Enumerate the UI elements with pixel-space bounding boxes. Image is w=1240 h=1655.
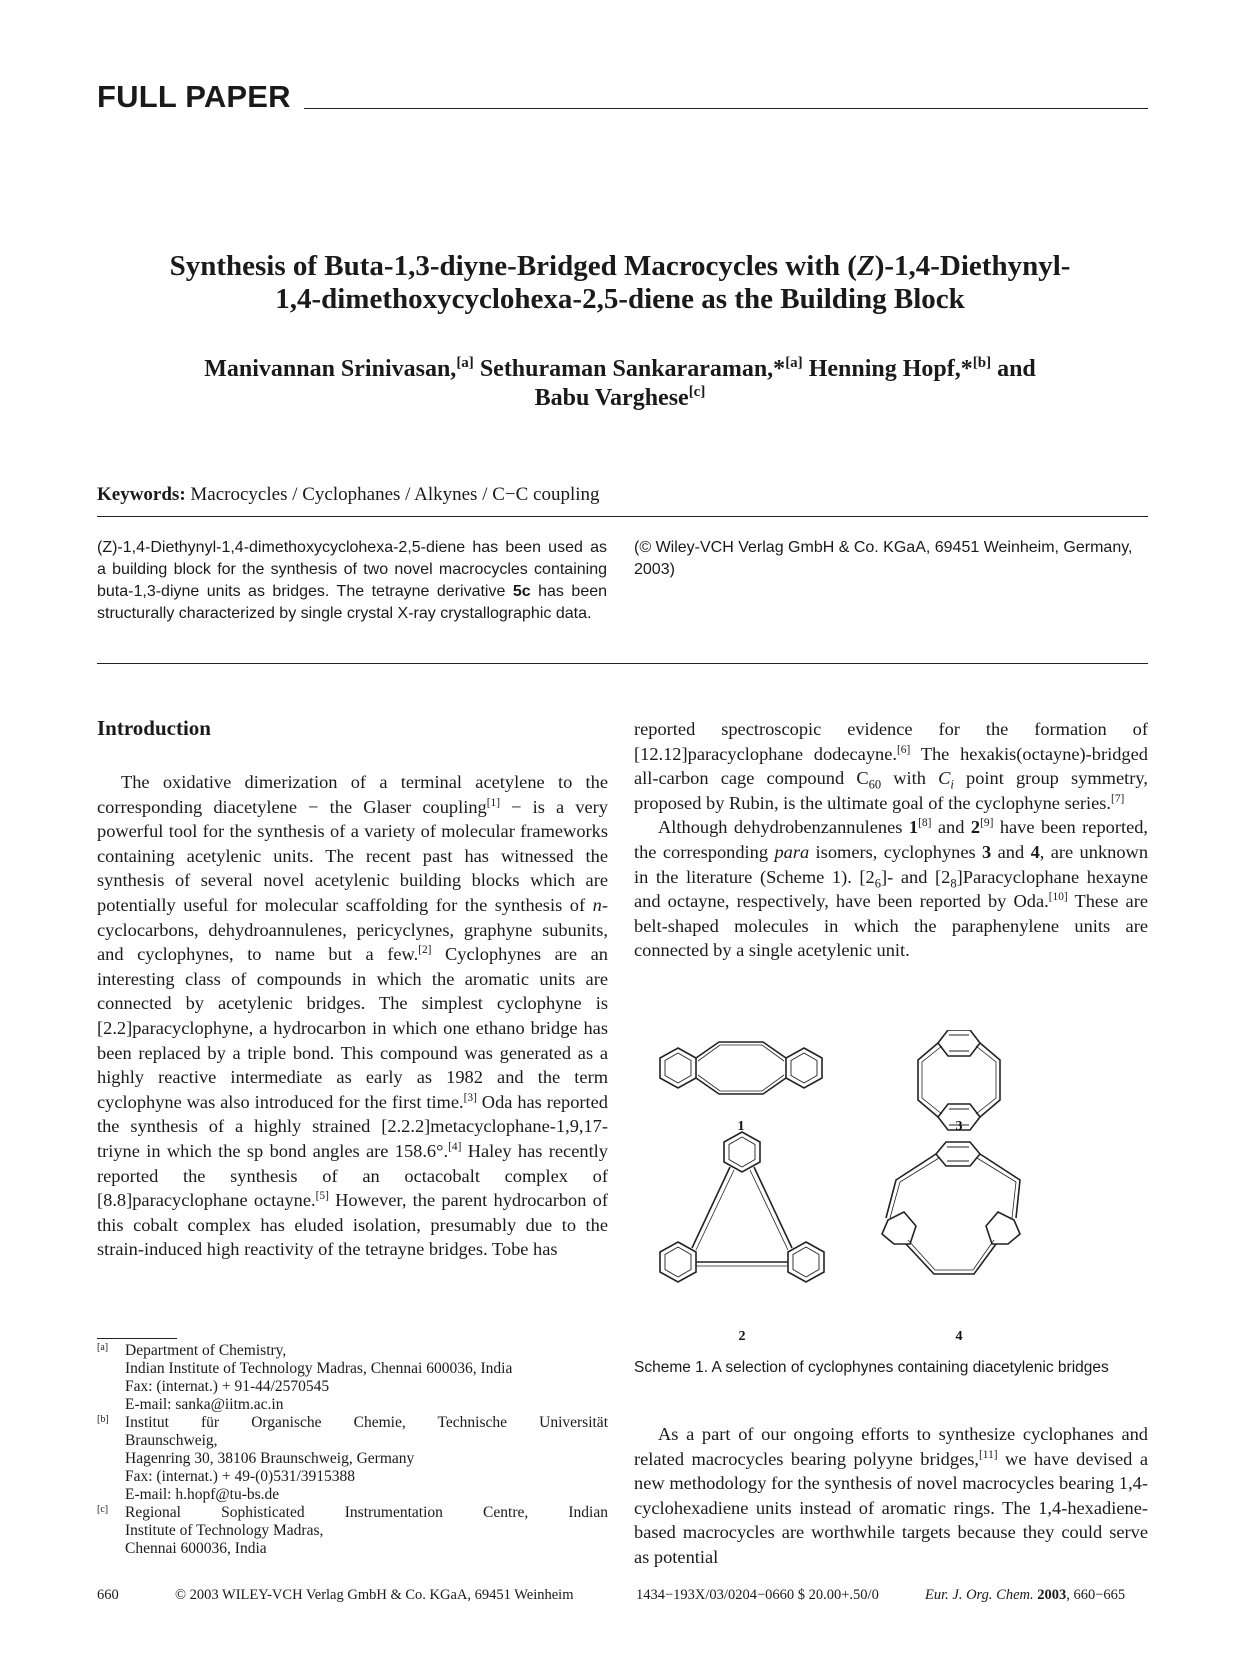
- author-srinivasan: Manivannan Srinivasan,[a]: [204, 355, 474, 382]
- compound-label-4: 4: [955, 1329, 963, 1344]
- affiliation-c: [c] Regional Sophisticated Instrumentation Centre, Indian Institute of Technology Madras, Chennai 600036, India: [97, 1504, 608, 1557]
- ref-1: [1]: [486, 796, 501, 809]
- ref-3: [3]: [463, 1091, 477, 1104]
- author-conjunction: and: [991, 356, 1036, 382]
- molecule-2: [660, 1132, 824, 1282]
- intro-paragraph-1-continued: reported spectroscopic evidence for the formation of [12.12]paracyclophane dodecayne.[6] The hexakis(octayne)-bridged all-carbon cage compound $C_{60}$ with $C_i$ point group symmetry, proposed by Rubin, is the ultimate goal of the cyclophyne series.[7]: [634, 719, 1148, 813]
- section-heading-introduction: Introduction: [97, 716, 211, 740]
- header-rule: [304, 108, 1148, 109]
- molecule-1: [660, 1042, 822, 1094]
- section-label: FULL PAPER: [97, 79, 291, 114]
- copyright-note: (© Wiley-VCH Verlag GmbH & Co. KGaA, 69451 Weinheim, Germany, 2003): [634, 539, 1133, 578]
- abstract: (Z)-1,4-Diethynyl-1,4-dimethoxycyclohexa-2,5-diene has been used as a building block for the synthesis of two novel macrocycles containing buta-1,3-diyne units as bridges. The tetrayne derivative 5c has been structurally characterized by single crystal X-ray crystallographic data.: [97, 539, 608, 622]
- ref-5: [5]: [315, 1189, 329, 1202]
- intro-paragraph-2: Although dehydrobenzannulenes 1[8] and 2[9] have been reported, the corresponding para isomers, cyclophynes 3 and 4, are unknown in the literature (Scheme 1). $[2_6]-$ and $[2_8]Paracyclophane$ hexayne and octayne, respectively, have been reported by Oda.[10] These are belt-shaped molecules in which the paraphenylene units are connected by a single acetylenic unit.: [634, 817, 1149, 961]
- ref-8: [8]: [918, 817, 932, 830]
- ref-7: [7]: [1111, 792, 1125, 805]
- affiliation-a: [a] Department of Chemistry, Indian Institute of Technology Madras, Chennai 600036, India Fax: (internat.) + 91-44/2570545 E-mail: sanka@iitm.ac.in: [97, 1342, 513, 1413]
- molecule-3: [918, 1030, 1000, 1130]
- intro-paragraph-1-left: The oxidative dimerization of a terminal acetylene to the corresponding diacetylene − the Glaser coupling[1] − is a very powerful tool for the synthesis of a variety of molecular frameworks containing acetylenic units. The recent past has witnessed the synthesis of several novel acetylenic building blocks which are potentially useful for molecular scaffolding for the synthesis of n-cyclocarbons, dehydroannulenes, pericyclynes, graphyne subunits, and cyclophynes, to name but a few.[2] Cyclophynes are an interesting class of compounds in which the aromatic units are connected by acetylenic bridges. The simplest cyclophyne is [2.2]paracyclophyne, a hydrocarbon in which one ethano bridge has been replaced by a triple bond. This compound was generated as a highly reactive intermediate as early as 1982 and the term cyclophyne was also introduced for the first time.[3] Oda has reported the synthesis of a highly strained [2.2.2]metacyclophane-1,9,17-triyne in which the sp bond angles are 158.6°.[4] Haley has recently reported the synthesis of an octacobalt complex of [8.8]paracyclophane octayne.[5] However, the parent hydrocarbon of this cobalt complex has eluded isolation, presumably due to the strain-induced high reactivity of the tetrayne bridges. Tobe has: [97, 772, 608, 1260]
- abstract-rule: [97, 663, 1148, 664]
- author-list: [90, 355, 1150, 413]
- footer-citation: Eur. J. Org. Chem. 2003 , 660−665: [925, 1587, 1126, 1603]
- author-varghese: Babu Varghese[c]: [534, 384, 706, 411]
- footer-publisher: © 2003 WILEY-VCH Verlag GmbH & Co. KGaA, 69451 Weinheim: [175, 1587, 574, 1603]
- affiliations: [97, 1342, 608, 1558]
- ref-6: [6]: [897, 743, 911, 756]
- keywords-rule: [97, 516, 1148, 517]
- title-line2: 1,4-dimethoxycyclohexa-2,5-diene as the Building Block: [275, 283, 965, 315]
- page-number: 660: [97, 1587, 119, 1603]
- scheme-caption: Scheme 1. A selection of cyclophynes containing diacetylenic bridges: [634, 1359, 1109, 1376]
- footnote-rule: [97, 1338, 177, 1339]
- compound-label-2: 2: [738, 1329, 746, 1344]
- paper-title: [90, 250, 1150, 316]
- intro-paragraph-3: As a part of our ongoing efforts to synthesize cyclophanes and related macrocycles bearing polyyne bridges,[11] we have devised a new methodology for the synthesis of novel macrocycles bearing 1,4-cyclohexadiene units instead of aromatic rings. The 1,4-hexadiene-based macrocycles are worthwhile targets because they could serve as potential: [634, 1424, 1148, 1567]
- ref-10: [10]: [1048, 891, 1068, 904]
- compound-label-1: 1: [737, 1119, 745, 1134]
- ref-4: [4]: [448, 1140, 462, 1153]
- footer-issn: 1434−193X/03/0204−0660 $ 20.00+.50/0: [636, 1587, 879, 1603]
- affiliation-b: [b] Institut für Organische Chemie, Technische Universität Braunschweig, Hagenring 30, 38106 Braunschweig, Germany Fax: (internat.) + 49-(0)531/3915388 E-mail: h.hopf@tu-bs.de: [97, 1414, 608, 1503]
- ref-9: [9]: [980, 817, 994, 830]
- compound-label-3: 3: [955, 1119, 963, 1134]
- ref-2: [2]: [418, 944, 432, 957]
- keywords: [97, 484, 600, 506]
- keywords-text: Macrocycles / Cyclophanes / Alkynes / C−C coupling: [190, 484, 600, 505]
- author-sankararaman: Sethuraman Sankararaman,*[a]: [473, 355, 803, 382]
- scheme-1-figure: [634, 1030, 1148, 1350]
- ref-11: [11]: [979, 1448, 998, 1461]
- keywords-label: Keywords:: [97, 484, 186, 505]
- intro-paragraph-1-right: [634, 717, 1148, 963]
- molecule-4: [882, 1142, 1020, 1274]
- title-line1: Synthesis of Buta-1,3-diyne-Bridged Macrocycles with (Z)-1,4-Diethynyl-: [169, 250, 1071, 282]
- author-hopf: Henning Hopf,*[b]: [802, 355, 992, 382]
